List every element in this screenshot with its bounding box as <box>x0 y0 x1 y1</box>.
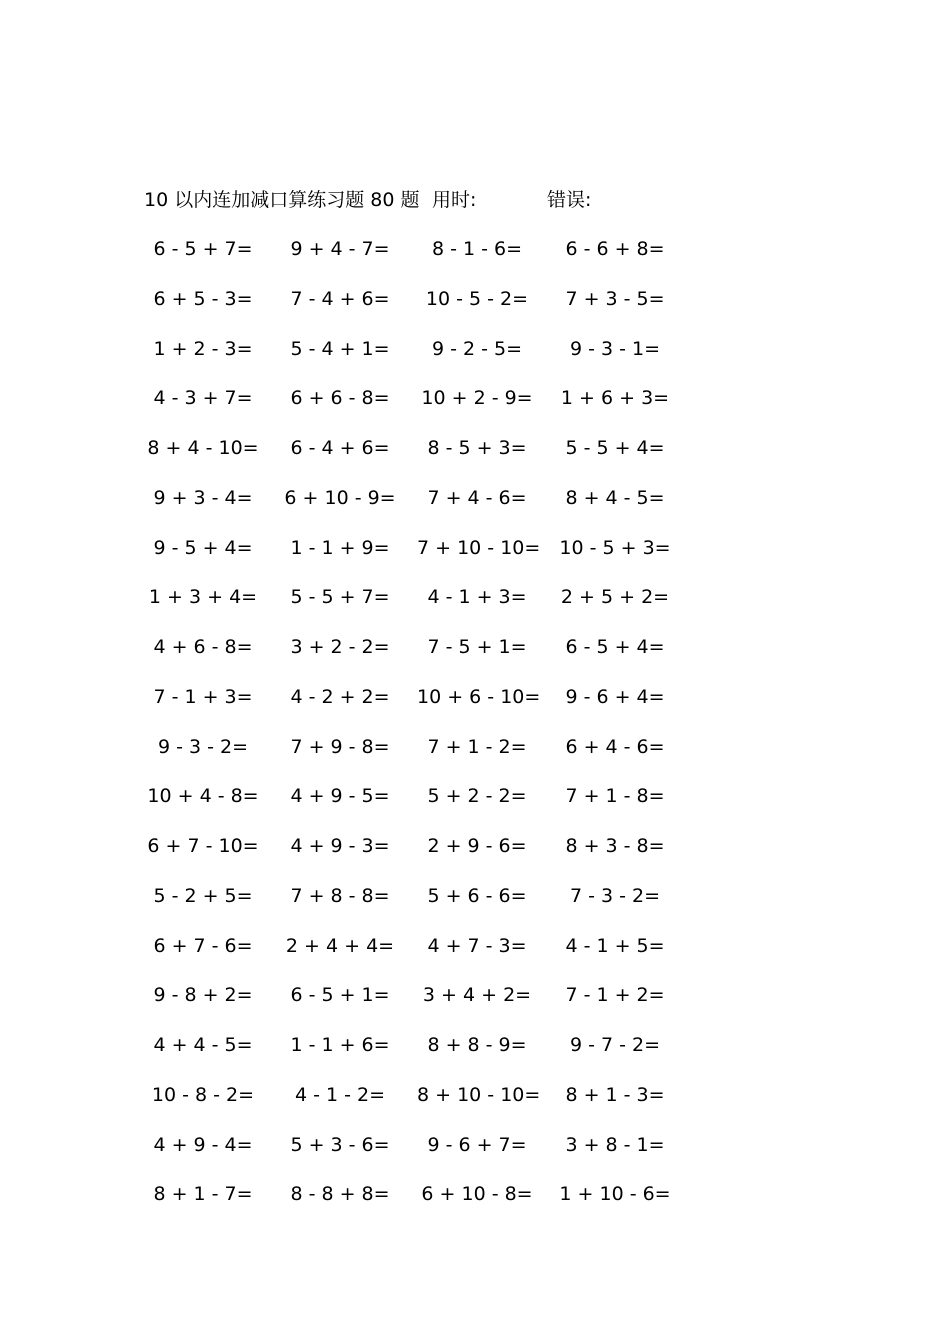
math-problem: 7 + 1 - 2= <box>427 735 527 758</box>
math-problem: 6 - 4 + 6= <box>290 437 390 459</box>
problem-row <box>0 433 950 483</box>
math-problem: 4 - 1 + 5= <box>565 934 665 957</box>
problem-row <box>0 831 950 881</box>
math-problem: 6 + 7 - 6= <box>153 934 253 957</box>
math-problem: 8 + 1 - 3= <box>565 1083 665 1106</box>
problem-row <box>0 483 950 533</box>
math-problem: 6 + 6 - 8= <box>290 387 390 410</box>
math-problem: 9 - 2 - 5= <box>431 337 523 360</box>
math-problem: 4 - 2 + 2= <box>290 685 390 708</box>
math-problem: 5 - 2 + 5= <box>153 884 253 907</box>
problem-row <box>0 1080 950 1130</box>
math-problem: 9 - 3 - 1= <box>569 337 661 360</box>
problem-row <box>0 533 950 583</box>
math-problem: 1 - 1 + 6= <box>290 1034 390 1056</box>
math-problem: 4 + 9 - 5= <box>290 785 390 808</box>
math-problem: 8 + 1 - 7= <box>153 1183 253 1206</box>
math-problem: 7 - 5 + 1= <box>427 636 527 658</box>
math-problem: 8 + 4 - 10= <box>147 437 259 459</box>
math-problem: 10 + 4 - 8= <box>147 785 259 808</box>
math-problem: 2 + 4 + 4= <box>285 934 395 957</box>
math-problem: 6 + 10 - 8= <box>421 1183 533 1206</box>
math-problem: 8 + 8 - 9= <box>427 1034 527 1056</box>
math-problem: 9 - 6 + 4= <box>565 685 665 708</box>
problem-row <box>0 980 950 1030</box>
time-used-label: 用时: <box>432 189 477 211</box>
problem-row <box>0 1030 950 1080</box>
math-problem: 4 - 1 + 3= <box>427 586 527 609</box>
math-problem: 10 - 5 - 2= <box>425 287 529 310</box>
math-problem: 9 - 5 + 4= <box>153 536 253 559</box>
problem-row <box>0 234 950 284</box>
math-problem: 8 - 5 + 3= <box>427 437 527 459</box>
math-problem: 4 + 9 - 4= <box>153 1133 253 1156</box>
math-problem: 7 - 3 - 2= <box>569 884 661 907</box>
problem-row <box>0 931 950 981</box>
math-problem: 9 + 3 - 4= <box>153 486 253 509</box>
math-problem: 9 - 6 + 7= <box>427 1133 527 1156</box>
math-problem: 8 - 1 - 6= <box>431 238 523 260</box>
math-problem: 6 + 10 - 9= <box>284 486 396 509</box>
math-problem: 7 + 9 - 8= <box>290 735 390 758</box>
math-problem: 9 - 3 - 2= <box>157 735 249 758</box>
math-problem: 4 + 9 - 3= <box>290 835 390 857</box>
math-problem: 6 - 6 + 8= <box>565 238 665 260</box>
math-problem: 2 + 5 + 2= <box>560 586 670 609</box>
math-problem: 6 + 5 - 3= <box>153 287 253 310</box>
problem-row <box>0 582 950 632</box>
problem-row <box>0 881 950 931</box>
math-problem: 4 - 1 - 2= <box>294 1083 386 1106</box>
math-problem: 1 + 10 - 6= <box>559 1183 671 1206</box>
math-problem: 6 - 5 + 4= <box>565 636 665 658</box>
math-problem: 7 + 10 - 10= <box>417 536 541 559</box>
math-problem: 4 + 4 - 5= <box>153 1034 253 1056</box>
math-problem: 1 - 1 + 9= <box>290 536 390 559</box>
problem-row <box>0 781 950 831</box>
math-problem: 5 - 4 + 1= <box>290 337 390 360</box>
math-problem: 1 + 2 - 3= <box>153 337 253 360</box>
math-problem: 10 - 8 - 2= <box>151 1083 255 1106</box>
math-problem: 10 + 2 - 9= <box>421 387 533 410</box>
math-problem: 7 + 1 - 8= <box>565 785 665 808</box>
worksheet-title: 10 以内连加减口算练习题 80 题 <box>144 189 420 211</box>
math-problem: 1 + 6 + 3= <box>560 387 670 410</box>
math-problem: 3 + 8 - 1= <box>565 1133 665 1156</box>
problem-row <box>0 732 950 782</box>
math-problem: 7 - 4 + 6= <box>290 287 390 310</box>
math-problem: 6 + 7 - 10= <box>147 835 259 857</box>
math-problem: 6 - 5 + 7= <box>153 238 253 260</box>
math-problem: 5 + 3 - 6= <box>290 1133 390 1156</box>
math-problem: 5 - 5 + 4= <box>565 437 665 459</box>
math-problem: 1 + 3 + 4= <box>148 586 258 609</box>
math-problem: 7 + 8 - 8= <box>290 884 390 907</box>
math-problem: 4 + 6 - 8= <box>153 636 253 658</box>
math-problem: 8 + 10 - 10= <box>417 1083 541 1106</box>
math-problem: 5 - 5 + 7= <box>290 586 390 609</box>
problem-row <box>0 682 950 732</box>
problem-grid <box>0 234 950 1229</box>
math-problem: 5 + 2 - 2= <box>427 785 527 808</box>
math-problem: 3 + 4 + 2= <box>422 984 532 1007</box>
math-problem: 10 - 5 + 3= <box>559 536 671 559</box>
problem-row <box>0 334 950 384</box>
math-problem: 7 + 4 - 6= <box>427 486 527 509</box>
math-problem: 9 - 7 - 2= <box>569 1034 661 1056</box>
math-problem: 2 + 9 - 6= <box>427 835 527 857</box>
error-count-label: 错误: <box>547 189 592 211</box>
math-problem: 3 + 2 - 2= <box>290 636 390 658</box>
problem-row <box>0 383 950 433</box>
math-problem: 6 - 5 + 1= <box>290 984 390 1007</box>
math-problem: 7 + 3 - 5= <box>565 287 665 310</box>
math-problem: 9 - 8 + 2= <box>153 984 253 1007</box>
math-problem: 8 - 8 + 8= <box>290 1183 390 1206</box>
math-problem: 4 + 7 - 3= <box>427 934 527 957</box>
math-problem: 6 + 4 - 6= <box>565 735 665 758</box>
worksheet-header <box>0 186 950 214</box>
math-problem: 4 - 3 + 7= <box>153 387 253 410</box>
math-problem: 8 + 4 - 5= <box>565 486 665 509</box>
math-problem: 7 - 1 + 2= <box>565 984 665 1007</box>
problem-row <box>0 284 950 334</box>
math-problem: 9 + 4 - 7= <box>290 238 390 260</box>
problem-row <box>0 632 950 682</box>
math-problem: 10 + 6 - 10= <box>417 685 541 708</box>
problem-row <box>0 1130 950 1180</box>
problem-row <box>0 1179 950 1229</box>
math-problem: 5 + 6 - 6= <box>427 884 527 907</box>
math-problem: 8 + 3 - 8= <box>565 835 665 857</box>
math-problem: 7 - 1 + 3= <box>153 685 253 708</box>
